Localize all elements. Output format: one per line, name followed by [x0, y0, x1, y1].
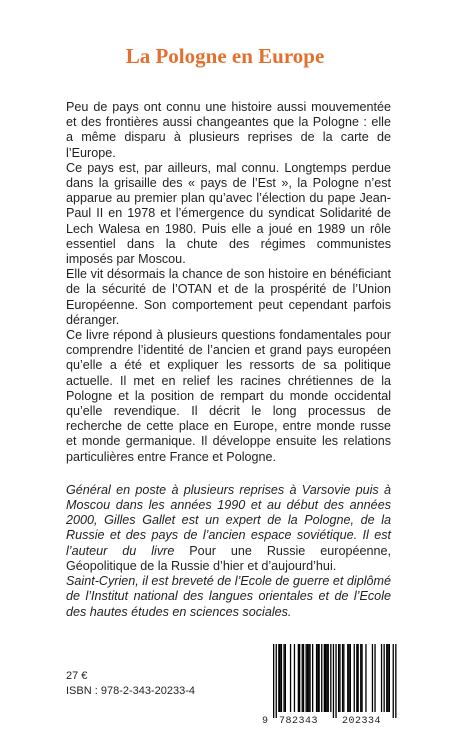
- barcode-right-group: 202334: [342, 716, 382, 727]
- barcode-bar: [273, 644, 274, 718]
- barcode-bar: [372, 644, 373, 712]
- bio-italic-text: Général en poste à plusieurs reprises à Varsovie puis à Moscou dans les années 1990 et au début des années 2000, Gilles Gallet est un expert de la Pologne, de la Russie et des pays de l’ancien espace soviétique. Il est l’auteur du livre: [66, 482, 391, 558]
- barcode-bar: [387, 644, 388, 712]
- barcode-bar: [294, 644, 295, 712]
- barcode-bar: [321, 644, 322, 712]
- barcode-bar: [303, 644, 304, 712]
- paragraph-3: Elle vit désormais la chance de son histoire en bénéficiant de la sécurité de l’OTAN et de la prospérité de l’Union Européenne. Son comportement peut cependant parfois déranger.: [66, 267, 391, 327]
- barcode-bar: [360, 644, 361, 712]
- barcode-bar: [326, 644, 327, 712]
- isbn: ISBN : 978-2-343-20233-4: [66, 685, 196, 697]
- barcode-bar: [330, 644, 331, 712]
- barcode-bar: [361, 644, 362, 712]
- book-reference: Pour une Russie européenne, Géopolitique de la Russie d’hier et d’aujourd’hui.: [66, 543, 391, 573]
- barcode-bar: [302, 644, 303, 712]
- barcode-bar: [335, 644, 336, 718]
- barcode-bar: [354, 644, 355, 712]
- barcode-bar: [356, 644, 357, 712]
- barcode-bar: [384, 644, 385, 712]
- barcode-bar: [312, 644, 313, 712]
- barcode-bar: [324, 644, 325, 712]
- barcode-bar: [306, 644, 307, 712]
- barcode-bar: [308, 644, 309, 712]
- barcode-bar: [290, 644, 291, 712]
- barcode-bars: [259, 640, 404, 720]
- barcode-bar: [309, 644, 310, 712]
- back-cover-text: [66, 100, 391, 620]
- barcode-bar: [278, 644, 279, 712]
- barcode-bar: [283, 644, 284, 712]
- barcode-bar: [365, 644, 366, 712]
- barcode-bar: [285, 644, 286, 712]
- barcode-bar: [307, 644, 308, 712]
- barcode-bar: [342, 644, 343, 712]
- barcode-bar: [343, 644, 344, 712]
- paragraph-2: Ce pays est, par ailleurs, mal connu. Longtemps perdue dans la grisaille des « pays de l’Est », la Pologne n’est apparue au premier plan qu’avec l’élection du pape Jean-Paul II en 1978 et l’émergence du syndicat Solidarité de Lech Walesa en 1980. Puis elle a joué en 1989 un rôle essentiel dans la chute des régimes communistes imposés par Moscou.: [66, 160, 391, 267]
- barcode-bar: [298, 644, 299, 712]
- barcode-bar: [393, 644, 394, 718]
- paragraph-4: Ce livre répond à plusieurs questions fondamentales pour comprendre l’identité de l’ancien et grand pays européen qu’elle a été et expliquer les ressorts de sa politique actuelle. Il met en relief les racines chrétiennes de la Pologne et la position de rempart du monde occidental qu’elle revendique. Il décrit le long processus de recherche de cette place en Europe, entre monde russe et monde germanique. Il développe ensuite les relations particulières entre France et Pologne.: [66, 328, 391, 464]
- barcode-bar: [386, 644, 387, 712]
- barcode-bar: [276, 644, 277, 718]
- barcode-bar: [348, 644, 349, 712]
- barcode-first-digit: 9: [262, 716, 269, 727]
- barcode-bar: [339, 644, 340, 712]
- barcode-bar: [389, 644, 390, 712]
- barcode-bar: [325, 644, 326, 712]
- barcode-bar: [350, 644, 351, 712]
- barcode-bar: [317, 644, 318, 712]
- barcode-bar: [333, 644, 334, 718]
- barcode-bar: [316, 644, 317, 712]
- bio-paragraph-1: [66, 483, 391, 574]
- barcode-bar: [338, 644, 339, 712]
- barcode-bar: [381, 644, 382, 712]
- barcode-bar: [280, 644, 281, 712]
- barcode-bar: [358, 644, 359, 712]
- barcode-bar: [347, 644, 348, 712]
- price: 27 €: [66, 670, 88, 682]
- barcode-bar: [299, 644, 300, 712]
- barcode: [259, 640, 404, 732]
- barcode-bar: [395, 644, 396, 718]
- barcode-bar: [281, 644, 282, 712]
- paragraph-1: Peu de pays ont connu une histoire aussi mouvementée et des frontières aussi changeantes que la Pologne : elle a même disparu à plusieurs reprises de la carte de l’Europe.: [66, 100, 391, 160]
- bio-paragraph-2: Saint-Cyrien, il est breveté de l’Ecole de guerre et diplômé de l’Institut national des langues orientales et de l’Ecole des hautes études en sciences sociales.: [66, 574, 391, 619]
- barcode-left-group: 782343: [279, 716, 319, 727]
- barcode-bar: [328, 644, 329, 712]
- author-bio: [66, 483, 391, 620]
- barcode-bar: [319, 644, 320, 712]
- barcode-bar: [374, 644, 375, 712]
- book-title: La Pologne en Europe: [125, 44, 325, 68]
